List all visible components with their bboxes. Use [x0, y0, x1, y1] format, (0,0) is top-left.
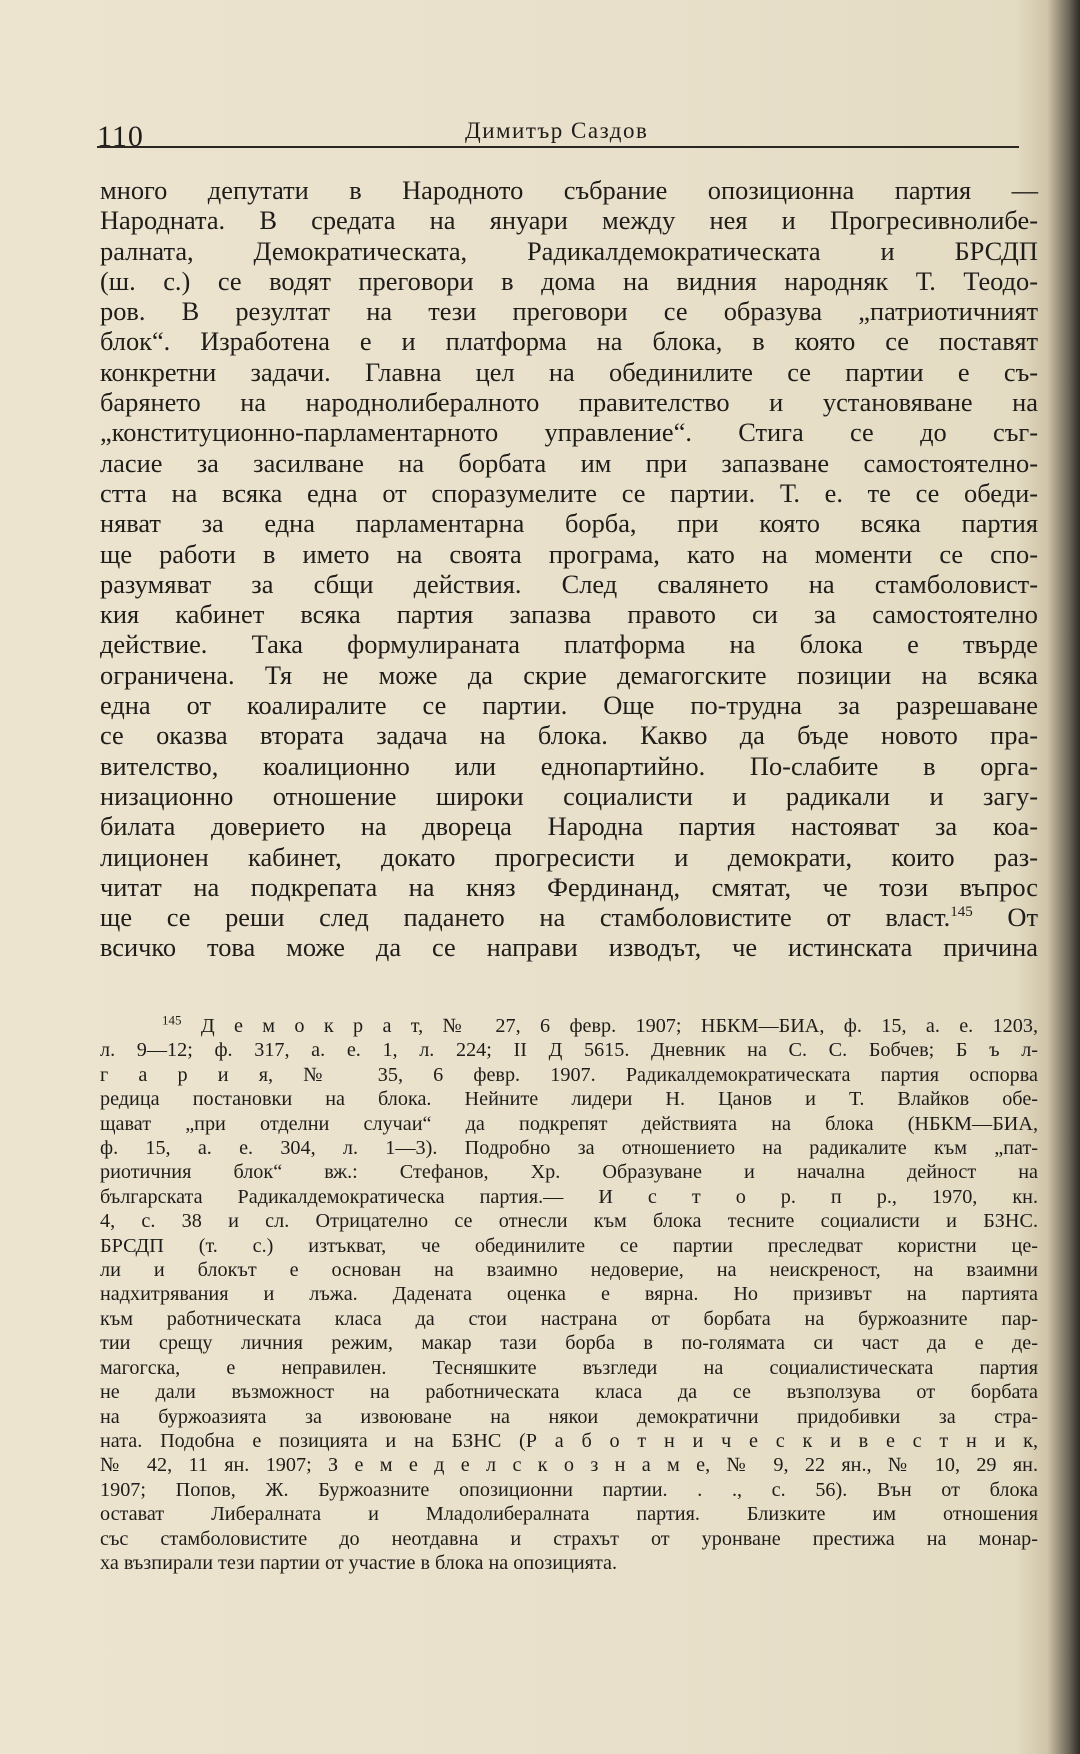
body-line: много депутати в Народното събрание опозиционна партия —: [100, 175, 1038, 205]
footnote-line: ф. 15, а. е. 304, л. 1—3). Подробно за отношението на радикалите към „пат-: [100, 1137, 1038, 1160]
footnote-line: редица постановки на блока. Нейните лидери Н. Цанов и Т. Влайков обе-: [100, 1088, 1038, 1111]
footnote-line: тии срещу личния режим, макар тази борба в по-голямата си част да е де-: [100, 1332, 1038, 1355]
footnote-number: 145: [162, 1012, 182, 1028]
page-number: 110: [97, 120, 144, 153]
footnote-line: ната. Подобна е позицията и на БЗНС (Р а б о т н и ч е с к и в е с т н и к,: [100, 1429, 1038, 1452]
body-line: действие. Така формулираната платформа на блока е твърде: [100, 629, 1038, 660]
footnote-line: на буржоазията за извоюване на някои демократични придобивки за стра-: [100, 1405, 1038, 1428]
body-line: низационно отношение широки социалисти и радикали и загу-: [100, 780, 1038, 811]
footnote-line: ха възпирали тези партии от участие в блока на опозицията.: [100, 1551, 618, 1574]
footnote-line: 1907; Попов, Ж. Буржоазните опозиционни партии. . ., с. 56). Вън от блока: [100, 1478, 1038, 1501]
body-line: „конституционно-парламентарното управление“. Стига се до съг-: [100, 417, 1038, 448]
body-line: вителство, коалиционно или еднопартийно. По-слабите в орга-: [100, 750, 1038, 781]
footnote-block: [100, 1014, 1038, 1575]
body-line: една от коалиралите се партии. Още по-трудна за разрешаване: [100, 690, 1038, 721]
footnote-line: щават „при отделни случаи“ да подкрепят действията на блока (НБКМ—БИА,: [100, 1112, 1038, 1135]
footnote-line: надхитрявания и лъжа. Дадената оценка е вярна. Но призивът на партията: [100, 1283, 1038, 1306]
body-line-text: От: [972, 902, 1038, 933]
running-head: Димитър Саздов: [465, 118, 649, 143]
body-line: ров. В резултат на тези преговори се образува „патриотичният: [100, 296, 1038, 327]
footnote-line: БРСДП (т. с.) изтъкват, че обединилите се партии преследват користни це-: [100, 1234, 1038, 1257]
body-line-with-footnote-ref: [100, 902, 1038, 932]
body-text: [100, 175, 1038, 963]
footnote-line: към работническата класа да стои настрана от борбата на буржоазните пар-: [100, 1307, 1038, 1330]
body-line-text: ще се реши след падането на стамболовистите от власт.: [100, 902, 951, 933]
body-line: разумяват за сбщи действия. След свалянето на стамболовист-: [100, 568, 1038, 599]
footnote-line: [100, 1014, 1038, 1038]
footnote-line: 4, с. 38 и сл. Отрицателно се отнесли към блока тесните социалисти и БЗНС.: [100, 1210, 1038, 1233]
body-line: конкретни задачи. Главна цел на обединилите се партии е съ-: [100, 356, 1038, 387]
footnote-line: л. 9—12; ф. 317, а. е. 1, л. 224; II Д 5615. Дневник на С. С. Бобчев; Б ъ л-: [100, 1039, 1038, 1062]
body-line: лиционен кабинет, докато прогресисти и демократи, които раз-: [100, 841, 1038, 872]
body-line: ралната, Демократическата, Радикалдемократическата и БРСДП: [100, 235, 1038, 266]
footnote-line: не дали възможност на работническата класа да се възползува от борбата: [100, 1381, 1038, 1404]
body-line: барянето на народнолибералното правителство и установяване на: [100, 387, 1038, 418]
body-line: няват за една парламентарна борба, при която всяка партия: [100, 508, 1038, 539]
body-line: Народната. В средата на януари между нея и Прогресивнолибе-: [100, 205, 1038, 236]
footnote-line: г а р и я, № 35, 6 февр. 1907. Радикалдемократическата партия оспорва: [100, 1063, 1038, 1086]
footnote-line: магогска, е неправилен. Тесняшките възгледи на социалистическата партия: [100, 1356, 1038, 1379]
body-line: стта на всяка една от споразумелите се партии. Т. е. те се обеди-: [100, 477, 1038, 508]
body-line: ще работи в името на своята програма, като на моменти се спо-: [100, 538, 1038, 569]
footnote-line: риотичния блок“ вж.: Стефанов, Хр. Образуване и начална дейност на: [100, 1161, 1038, 1184]
body-line: блок“. Изработена е и платформа на блока, в която се поставят: [100, 326, 1038, 357]
body-line: всичко това може да се направи изводът, че истинската причина: [100, 932, 1038, 963]
footnote-line: българската Радикалдемократическа партия.— И с т о р. п р., 1970, кн.: [100, 1185, 1038, 1208]
body-line: билата доверието на двореца Народна партия настояват за коа-: [100, 811, 1038, 842]
footnote-line: № 42, 11 ян. 1907; З е м е д е л с к о з н а м е, № 9, 22 ян., № 10, 29 ян.: [100, 1454, 1038, 1477]
footnote-text: Д е м о к р а т, № 27, 6 февр. 1907; НБКМ—БИА, ф. 15, а. е. 1203,: [200, 1015, 1039, 1037]
page-header: [97, 118, 1017, 154]
header-rule: [97, 146, 1019, 148]
body-line: (ш. с.) се водят преговори в дома на видния народняк Т. Теодо-: [100, 265, 1038, 296]
footnote-line: със стамболовистите до неотдавна и страхът от уронване престижа на монар-: [100, 1527, 1038, 1550]
footnote-reference: 145: [950, 904, 973, 921]
body-line: се оказва втората задача на блока. Какво да бъде новото пра-: [100, 720, 1038, 751]
body-line: ласие за засилване на борбата им при запазване самостоятелно-: [100, 447, 1038, 478]
body-line: читат на подкрепата на княз Фердинанд, смятат, че този въпрос: [100, 871, 1038, 902]
footnote-line: остават Либералната и Младолибералната партия. Близките им отношения: [100, 1503, 1038, 1526]
body-line: кия кабинет всяка партия запазва правото си за самостоятелно: [100, 599, 1038, 630]
footnote-line: ли и блокът е основан на взаимно недоверие, на неискреност, на взаимни: [100, 1259, 1038, 1282]
body-line: ограничена. Тя не може да скрие демагогските позиции на всяка: [100, 659, 1038, 690]
